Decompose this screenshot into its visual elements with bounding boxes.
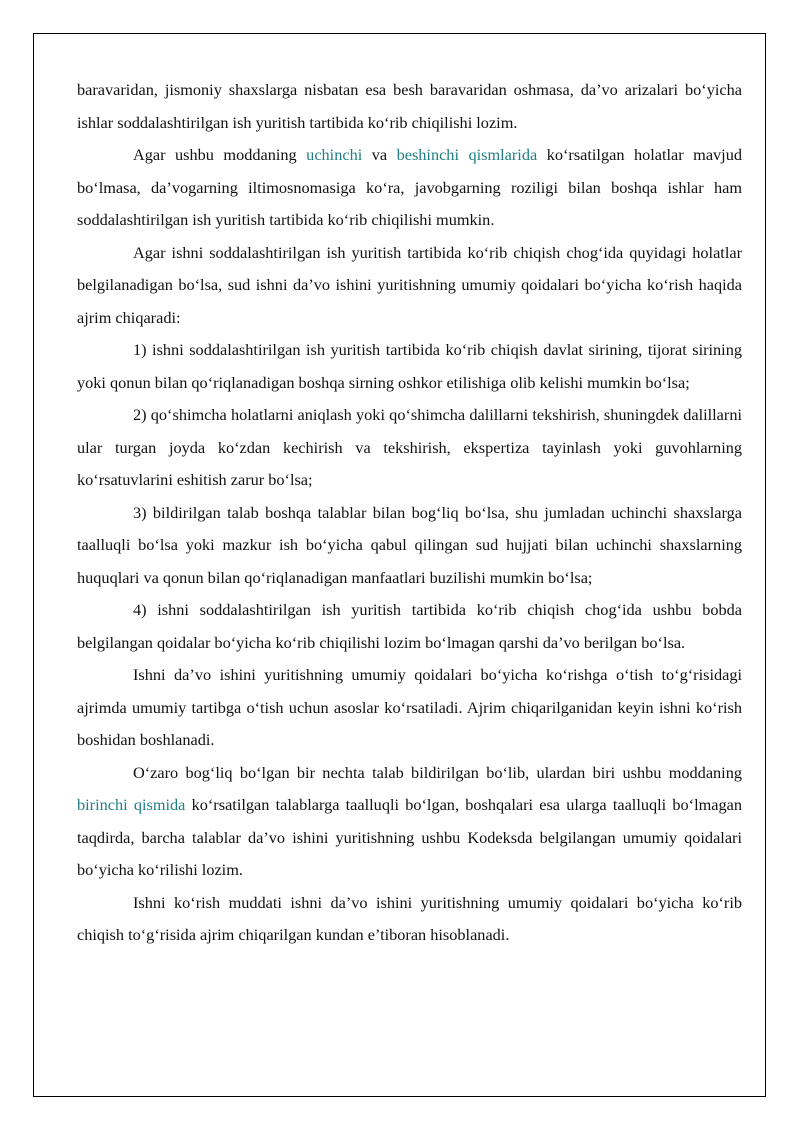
paragraph-8 — [77, 659, 742, 757]
paragraph-2 — [77, 139, 742, 237]
paragraph-1 — [77, 74, 742, 139]
paragraph-text: O‘zaro bog‘liq bo‘lgan bir nechta talab bildirilgan bo‘lib, ulardan biri ushbu moddaning — [133, 762, 742, 782]
paragraph-text: ko‘rsatilgan talablarga taalluqli bo‘lgan, boshqalari esa ularga taalluqli bo‘lmagan taqdirda, barcha talablar da’vo ishini yuritishning ushbu Kodeksda belgilangan umumiy qoidalari bo‘yicha ko‘rilishi lozim. — [77, 795, 742, 879]
paragraph-text: Agar ishni soddalashtirilgan ish yuritish tartibida ko‘rib chiqish chog‘ida quyidagi holatlar belgilanadigan bo‘lsa, sud ishni da’vo ishini yuritishning umumiy qoidalari bo‘yicha ko‘rish haqida ajrim chiqaradi: — [77, 242, 742, 327]
paragraph-text: Agar ushbu moddaning — [133, 145, 307, 164]
paragraph-5 — [77, 399, 742, 497]
paragraph-6 — [77, 497, 742, 595]
paragraph-10 — [77, 887, 742, 952]
paragraph-text: Ishni ko‘rish muddati ishni da’vo ishini yuritishning umumiy qoidalari bo‘yicha ko‘rib chiqish to‘g‘risida ajrim chiqarilgan kundan e’tiboran hisoblanadi. — [77, 892, 742, 944]
paragraph-text: 4) ishni soddalashtirilgan ish yuritish tartibida ko‘rib chiqish chog‘ida ushbu bobda belgilangan qoidalar bo‘yicha ko‘rib chiqilishi lozim bo‘lmagan qarshi da’vo berilgan bo‘lsa. — [77, 600, 742, 652]
reference-link[interactable]: beshinchi qismlarida — [396, 145, 538, 164]
paragraph-3 — [77, 237, 742, 335]
paragraph-text: ko‘rsatilgan holatlar mavjud bo‘lmasa, da’vogarning iltimosnomasiga ko‘ra, javobgarning roziligi bilan boshqa ishlar ham soddalashtirilgan ish yuritish tartibida ko‘rib chiqilishi mumkin. — [77, 145, 742, 229]
paragraph-text: baravaridan, jismoniy shaxslarga nisbatan esa besh baravaridan oshmasa, da’vo arizalari bo‘yicha ishlar soddalashtirilgan ish yuritish tartibida ko‘rib chiqilishi lozim. — [77, 80, 742, 132]
paragraph-7 — [77, 594, 742, 659]
paragraph-4 — [77, 334, 742, 399]
reference-link[interactable]: birinchi qismida — [77, 795, 186, 814]
reference-link[interactable]: uchinchi — [306, 145, 363, 164]
paragraph-9 — [77, 757, 742, 887]
paragraph-text: va — [362, 145, 397, 164]
paragraph-text: 2) qo‘shimcha holatlarni aniqlash yoki qo‘shimcha dalillarni tekshirish, shuningdek dalillarni ular turgan joyda ko‘zdan kechirish va tekshirish, ekspertiza tayinlash yoki guvohlarning ko‘rsatuvlarini eshitish zarur bo‘lsa; — [77, 405, 742, 489]
document-body — [77, 74, 742, 952]
paragraph-text: Ishni da’vo ishini yuritishning umumiy qoidalari bo‘yicha ko‘rishga o‘tish to‘g‘risidagi ajrimda umumiy tartibga o‘tish uchun asoslar ko‘rsatiladi. Ajrim chiqarilganidan keyin ishni ko‘rish boshidan boshlanadi. — [77, 665, 742, 749]
paragraph-text: 3) bildirilgan talab boshqa talablar bilan bog‘liq bo‘lsa, shu jumladan uchinchi shaxslarga taalluqli bo‘lsa yoki mazkur ish bo‘yicha qabul qilingan sud hujjati bilan uchinchi shaxslarning huquqlari va qonun bilan qo‘riqlanadigan manfaatlari buzilishi mumkin bo‘lsa; — [77, 502, 742, 587]
paragraph-text: 1) ishni soddalashtirilgan ish yuritish tartibida ko‘rib chiqish davlat sirining, tijorat sirining yoki qonun bilan qo‘riqlanadigan boshqa sirning oshkor etilishiga olib kelishi mumkin bo‘lsa; — [77, 340, 742, 392]
